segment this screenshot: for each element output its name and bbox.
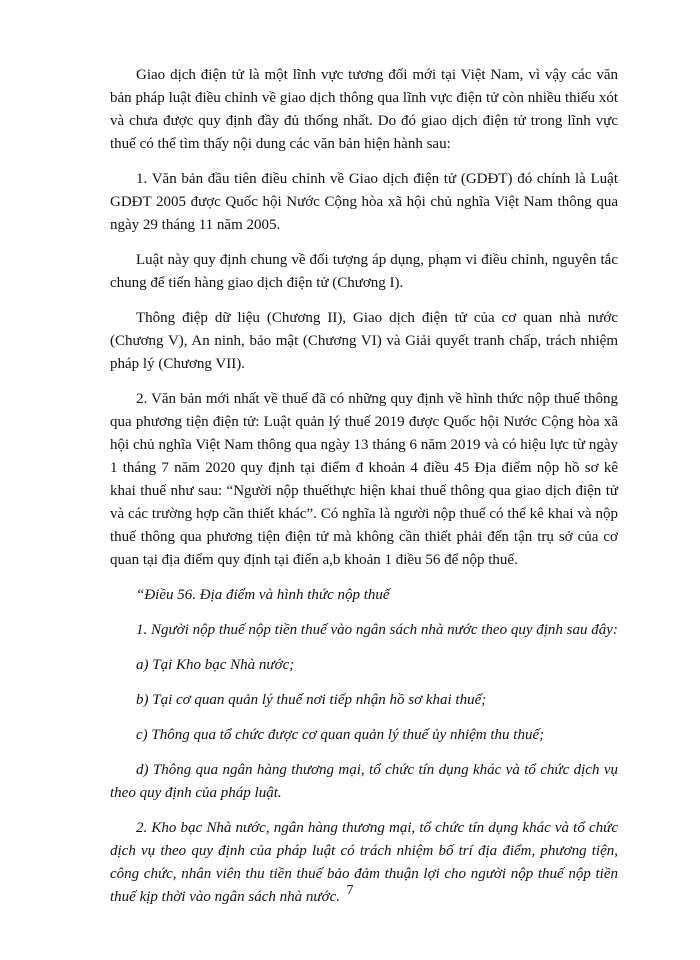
paragraph-tax-law-2019: 2. Văn bản mới nhất về thuế đã có những quy định về hình thức nộp thuế thông qua phương tiện điện tử: Luật quản lý thuế 2019 được Quốc hội Nước Cộng hòa xã hội chủ nghĩa Việt Nam thông qua ngày 13 tháng 6 năm 2019 và có hiệu lực từ ngày 1 tháng 7 năm 2020 quy định tại điểm đ khoản 4 điều 45 Địa điểm nộp hồ sơ kê khai thuế như sau: “Người nộp thuếthực hiện khai thuế thông qua giao dịch điện tử và các trường hợp cần thiết khác”. Có nghĩa là người nộp thuế có thể kê khai và nộp thuế thông qua phương tiện điện tử mà không cần thiết phải đến tận trụ sở của cơ quan tại địa điểm quy định tại điển a,b khoản 1 điều 56 để nộp thuế. — [110, 391, 618, 568]
intro-paragraph: Giao dịch điện tử là một lĩnh vực tương đối mới tại Việt Nam, vì vậy các văn bản pháp luật điều chỉnh về giao dịch thông qua lĩnh vực điện tử còn nhiều thiếu xót và chưa được quy định đầy đủ thống nhất. Do đó giao dịch điện tử trong lĩnh vực thuế có thể tìm thấy nội dung các văn bản hiện hành sau: — [110, 67, 618, 152]
quote-clause-1: 1. Người nộp thuế nộp tiền thuế vào ngân sách nhà nước theo quy định sau đây: — [136, 622, 618, 638]
paragraph-gdđt-2005: 1. Văn bản đầu tiên điều chỉnh về Giao dịch điện tử (GDĐT) đó chính là Luật GDĐT 2005 được Quốc hội Nước Cộng hòa xã hội chủ nghĩa Việt Nam thông qua ngày 29 tháng 11 năm 2005. — [110, 171, 618, 233]
quote-point-b: b) Tại cơ quan quản lý thuế nơi tiếp nhận hồ sơ khai thuế; — [136, 692, 487, 708]
quote-point-c: c) Thông qua tổ chức được cơ quan quản lý thuế ủy nhiệm thu thuế; — [136, 727, 545, 743]
quote-article-title: “Điều 56. Địa điểm và hình thức nộp thuế — [136, 587, 390, 603]
quote-point-a: a) Tại Kho bạc Nhà nước; — [136, 657, 295, 673]
page-content — [110, 64, 618, 921]
page-number: 7 — [346, 883, 354, 898]
paragraph-scope: Luật này quy định chung về đối tượng áp dụng, phạm vi điều chỉnh, nguyên tắc chung để tiến hàng giao dịch điện tử (Chương I). — [110, 252, 618, 291]
quote-clause-2: 2. Kho bạc Nhà nước, ngân hàng thương mại, tổ chức tín dụng khác và tổ chức dịch vụ theo quy định của pháp luật có trách nhiệm bố trí địa điểm, phương tiện, công chức, nhân viên thu tiền thuế bảo đảm thuận lợi cho người nộp thuế nộp tiền thuế kịp thời vào ngân sách nhà nước. — [110, 820, 618, 905]
quote-point-d: d) Thông qua ngân hàng thương mại, tổ chức tín dụng khác và tổ chức dịch vụ theo quy định của pháp luật. — [110, 762, 618, 801]
paragraph-chapters: Thông điệp dữ liệu (Chương II), Giao dịch điện tử của cơ quan nhà nước (Chương V), An ninh, bảo mật (Chương VI) và Giải quyết tranh chấp, trách nhiệm pháp lý (Chương VII). — [110, 310, 618, 372]
